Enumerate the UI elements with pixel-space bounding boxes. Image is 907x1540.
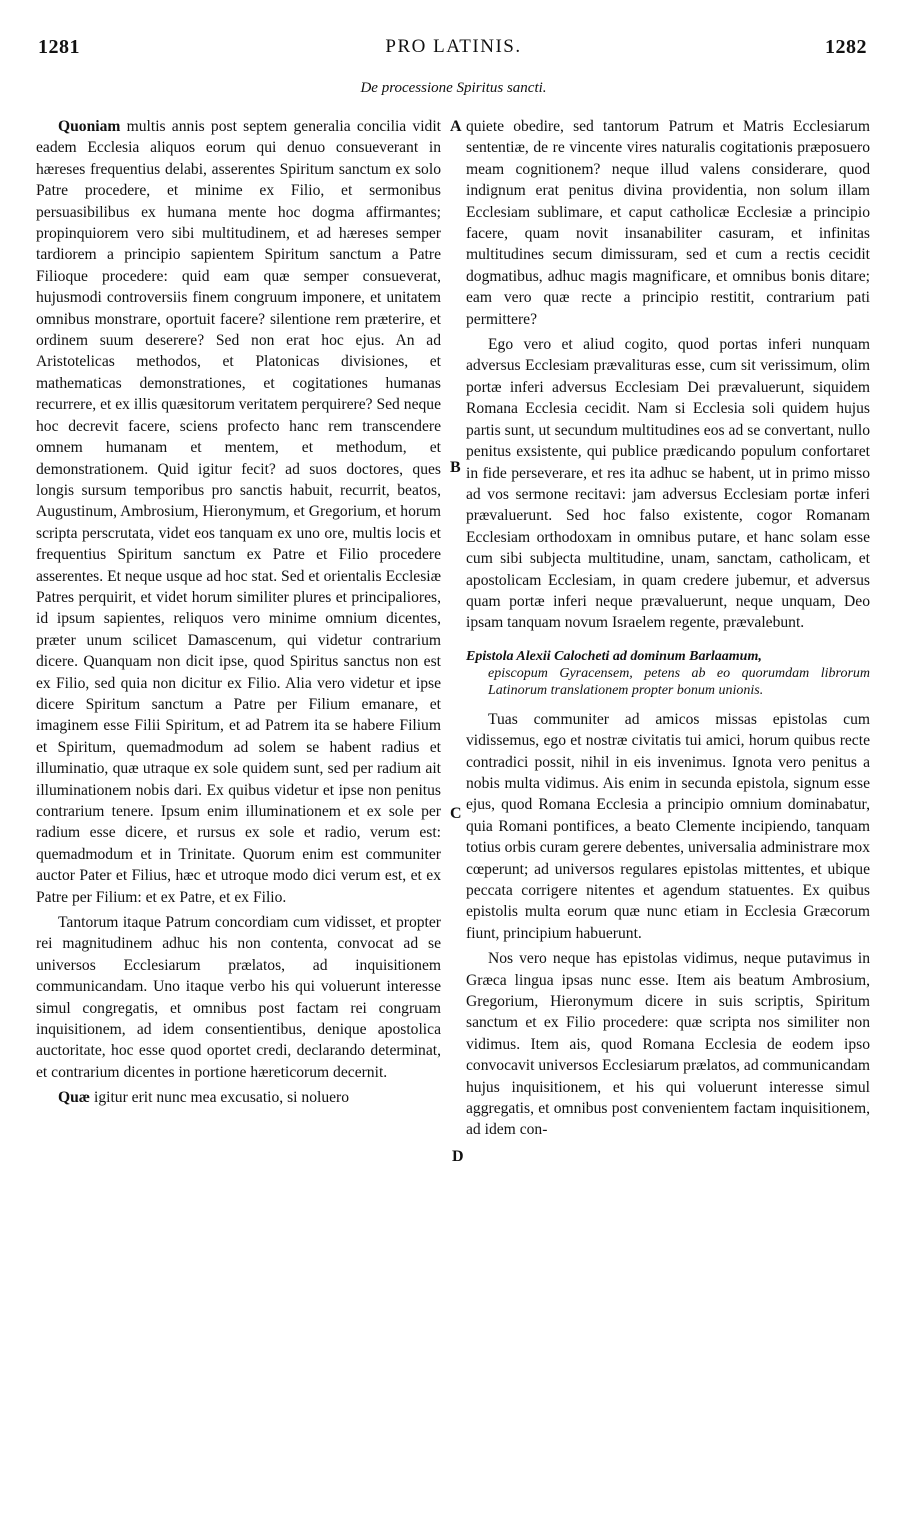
epistle-heading-line: Epistola Alexii Calocheti ad dominum Barlaamum,	[466, 648, 762, 664]
epistle-heading	[466, 648, 870, 699]
column-marker-d: D	[452, 1148, 464, 1165]
paragraph: quiete obedire, sed tantorum Patrum et Matris Ecclesiarum sententiæ, de re vincente vires naturalis cogitationis præposuero meam cognitionem? neque illud valens considerare, quod indignum erat penitus divina providentia, non solum illam Ecclesiam sublimare, et caput catholicæ Ecclesiæ a principio facere, quam novit insanabiliter casuram, et infinitas multitudines secum dimissuram, sed et cum a rectis cecidit dogmatibus, adhuc magis magnificare, et omnibus bonis ditare; eam vero quæ recte a principio restitit, contrarium pati permittere?	[466, 118, 870, 328]
paragraph: Tuas communiter ad amicos missas epistolas cum vidissemus, ego et nostræ civitatis tui amici, horum quibus recte contradici possit, nihil in eis invenimus. Ignota vero penitus a nobis multa vidimus. Ais enim in secunda epistola, signum esse ejus, quod Romana Ecclesia a principio omnium dominabatur, quia Romani pontifices, a beato Clemente incipiendo, tanquam totius orbis curam gerere debentes, universalia administrare mox cœperunt; ad universos regulares epistolas mittentes, et ubique peccata corrigere nitentes et agendum statuentes. Ex quibus epistolis multa eorum quæ nunc etiam in Ecclesia Græcorum fiunt, principium habuerunt.	[466, 710, 870, 942]
epistle-heading-line: episcopum Gyracensem, petens ab eo quorumdam librorum Latinorum translationem propter bonum unionis.	[488, 665, 870, 698]
column-marker-a: A	[450, 118, 462, 135]
paragraph	[36, 1087, 441, 1108]
left-column	[36, 116, 441, 1109]
paragraph: Ego vero et aliud cogito, quod portas inferi nunquam adversus Ecclesiam prævalituras esse, cum sit verissimum, olim portæ inferi adversus Ecclesiam Dei prævaluerunt, siquidem Romana Ecclesia cecidit. Nam si Ecclesia soli quidem hujus partis sunt, ut secundum multitudines eos ad se convertant, nullo penitus exsistente, qui publice prædicando populum confortaret in fide perseverare, et res ita adhuc se habent, ut in primo misso ad vos sermone recitavi: jam adversus Ecclesiam portæ inferi prævaluerunt. Sed hoc falso existente, cogor Romanam Ecclesiam orthodoxam in omnibus putare, et hanc solam esse cum sibi subjecta multitudine, unam, sanctam, catholicam, et apostolicam Ecclesiam, in quam credere jubemur, et adversus quam portæ inferi neque prævaluerunt, neque unquam, Deo ipsam tanquam novum Israelem regente, prævalebunt.	[466, 336, 870, 632]
running-title: PRO LATINIS.	[385, 36, 522, 57]
paragraph	[36, 116, 441, 908]
right-page-number: 1282	[825, 36, 867, 58]
column-marker-b: B	[450, 459, 461, 476]
paragraph-text: multis annis post septem generalia concilia vidit eadem Ecclesia aliquos eorum qui denuo consueverant in hæreses frequentius delabi, asserentes Spiritum sanctum ex solo Patre procedere, et minime ex Filio, et sermonibus persuasibilibus ex humana mente hoc dogma affirmantes; propinquiorem vero sibi multitudinem, et ad hæreses semper tardiorem a principio sapientem Spiritum sanctum a Patre Filioque procedere: quid eam quæ semper consueverat, hujusmodi controversiis finem congruum imponere, et unitatem omnibus monstrare, oportuit facere? silentione rem præterire, et ordinem suum deserere? Sed non erat hoc ejus. An ad Aristotelicas methodos, et Platonicas divisiones, et mathematicas demonstrationes, et cogitationes humanas recurrere, et ex illis quæsitorum veritatem perquirere? Sed neque hoc decrevit facere, sciens profecto hanc rem transcendere omnem humanam et mentem, et methodum, et demonstrationem. Quid igitur fecit? ad suos doctores, ques longis sursum temporibus pro sanctis habuit, recurrit, beatos, Augustinum, Ambrosium, Hieronymum, et Gregorium, et horum scripta perscrutata, videt eos tanquam ex uno ore, multis locis et frequentius Spiritum sanctum ex Patre et Filio procedere asserentes. Et neque usque ad hoc stat. Sed et orientalis Ecclesiæ Patres perquirit, et videt horum similiter plures et principaliores, id ipsum sapientes, reliquos vero minime omnium dicentes, præter unum scilicet Damascenum, qui videtur contrarium dicere. Quanquam non dicit ipse, quod Spiritus sanctus non est ex Filio, sed quia non dicitur ex Filio. Alia vero videtur et ipse dicere Spiritum sanctum a Patre per Filium emanare, et imaginem esse Filii Spiritum, et ad Patrem ita se habere Filium et Spiritum, quemadmodum ad solem se habent radius et illuminatio, quæ utraque ex sole quidem sunt, sed per radium ait illuminationem nobis dari. Ex quibus videtur et ipse non penitus contrarium tenere. Ipsum enim illuminationem et ex sole per radium esse dicere, et rursus ex sole et radio, verum est: quemadmodum et in Trinitate. Quorum enim est communiter auctor Pater et Filius, hæc et utroque modo dici verum est, et ex Patre per Filium: et ex Patre, et ex Filio.	[36, 118, 442, 906]
column-marker-c: C	[450, 805, 462, 822]
paragraph-text: igitur erit nunc mea excusatio, si noluero	[93, 1089, 350, 1107]
paragraph: Nos vero neque has epistolas vidimus, neque putavimus in Græca lingua ipsas nunc esse. Item ais beatum Ambrosium, Gregorium, Hieronymum dicere in suis scriptis, Spiritum sanctum et ex Filio procedere: quæ scripta nos similiter non vidimus. Item ais, quod Romana Ecclesia de eodem ipso convocavit universos Ecclesiarum prælatos, ad communicandam hujus inquisitionem, et his qui voluerunt interesse simul aggregatis, et omnibus post convenientem factam inquisitionem, ad idem con-	[466, 950, 870, 1139]
left-page-number: 1281	[38, 36, 80, 58]
right-column	[466, 116, 870, 1141]
paragraph: Tantorum itaque Patrum concordiam cum vidisset, et propter rei magnitudinem adhuc his non contenta, convocat ad se universos Ecclesiarum prælatos, ad inquisitionem communicandam. Uno itaque verbo his qui voluerunt interesse simul congregatis, et omnibus post factam rei congruam inquisitionem, ad idem consentientibus, denique apostolica auctoritate, hoc esse quod oportet credi, declarando determinat, et contrarium dicentes in portione hæreticorum decernit.	[36, 914, 441, 1081]
paragraph-lead-word: Quoniam	[58, 118, 121, 135]
section-subheading: De processione Spiritus sancti.	[360, 80, 547, 96]
paragraph-lead-word: Quæ	[58, 1089, 91, 1107]
